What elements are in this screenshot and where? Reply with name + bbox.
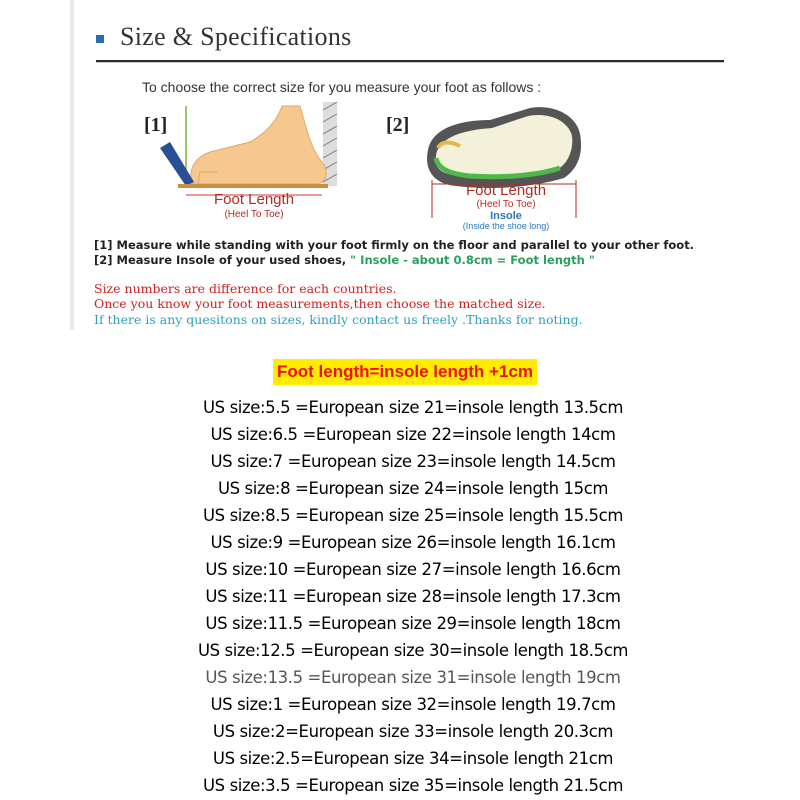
- note-2: [94, 253, 595, 267]
- figure-1-subcaption: (Heel To Toe): [224, 209, 284, 220]
- pen-icon: [160, 142, 194, 186]
- size-row: US size:8 =European size 24=insole length 15cm: [217, 479, 609, 498]
- size-row: US size:3.5 =European size 35=insole length 21.5cm: [203, 776, 623, 795]
- size-row: US size:11.5 =European size 29=insole length 18cm: [205, 614, 621, 633]
- size-row: US size:6.5 =European size 22=insole length 14cm: [210, 425, 616, 444]
- insole-sublabel: (Inside the shoe long): [462, 221, 550, 231]
- size-chart: [0, 394, 800, 799]
- size-row: US size:5.5 =European size 21=insole length 13.5cm: [203, 398, 623, 417]
- figure-2-caption: Foot Length: [465, 182, 547, 199]
- note-2-formula: " Insole - about 0.8cm = Foot length ": [350, 253, 595, 267]
- size-row: US size:7 =European size 23=insole length 14.5cm: [210, 452, 616, 471]
- figure-2-label: [2]: [386, 114, 410, 136]
- figure-1-label: [1]: [144, 114, 168, 136]
- note-2-text: [2] Measure Insole of your used shoes,: [94, 253, 351, 267]
- size-row: US size:8.5 =European size 25=insole length 15.5cm: [203, 506, 623, 525]
- figure-2-subcaption: (Heel To Toe): [476, 199, 536, 210]
- size-row: US size:10 =European size 27=insole length 16.6cm: [205, 560, 621, 579]
- insole-label: Insole: [490, 210, 522, 222]
- floor-shape: [178, 184, 328, 188]
- instruction-text: To choose the correct size for you measure your foot as follows :: [142, 79, 542, 95]
- size-row: US size:1 =European size 32=insole length 19.7cm: [210, 695, 616, 714]
- section-title: Size & Specifications: [120, 22, 352, 51]
- note-choose-size: Once you know your foot measurements,then choose the matched size.: [94, 296, 546, 311]
- size-row: US size:9 =European size 26=insole length 16.1cm: [210, 533, 616, 552]
- size-row: US size:11 =European size 28=insole length 17.3cm: [205, 587, 621, 606]
- size-row: US size:13.5 =European size 31=insole length 19cm: [205, 668, 621, 687]
- size-row: US size:12.5 =European size 30=insole length 18.5cm: [197, 641, 629, 660]
- section-header: [96, 22, 352, 52]
- note-countries: Size numbers are difference for each countries.: [94, 281, 397, 296]
- note-contact: If there is any quesitons on sizes, kindly contact us freely .Thanks for noting.: [94, 312, 583, 327]
- foot-length-formula: Foot length=insole length +1cm: [273, 359, 537, 385]
- foot-measure-illustration: [140, 100, 350, 225]
- note-1: [1] Measure while standing with your foot firmly on the floor and parallel to your other foot.: [94, 238, 695, 252]
- size-row: US size:2.5=European size 34=insole length 21cm: [212, 749, 614, 768]
- header-divider-shadow: [96, 62, 724, 63]
- size-row: US size:2=European size 33=insole length 20.3cm: [212, 722, 614, 741]
- bullet-square-icon: [96, 35, 104, 43]
- figure-1-caption: Foot Length: [213, 191, 295, 208]
- insole-measure-illustration: [380, 100, 600, 235]
